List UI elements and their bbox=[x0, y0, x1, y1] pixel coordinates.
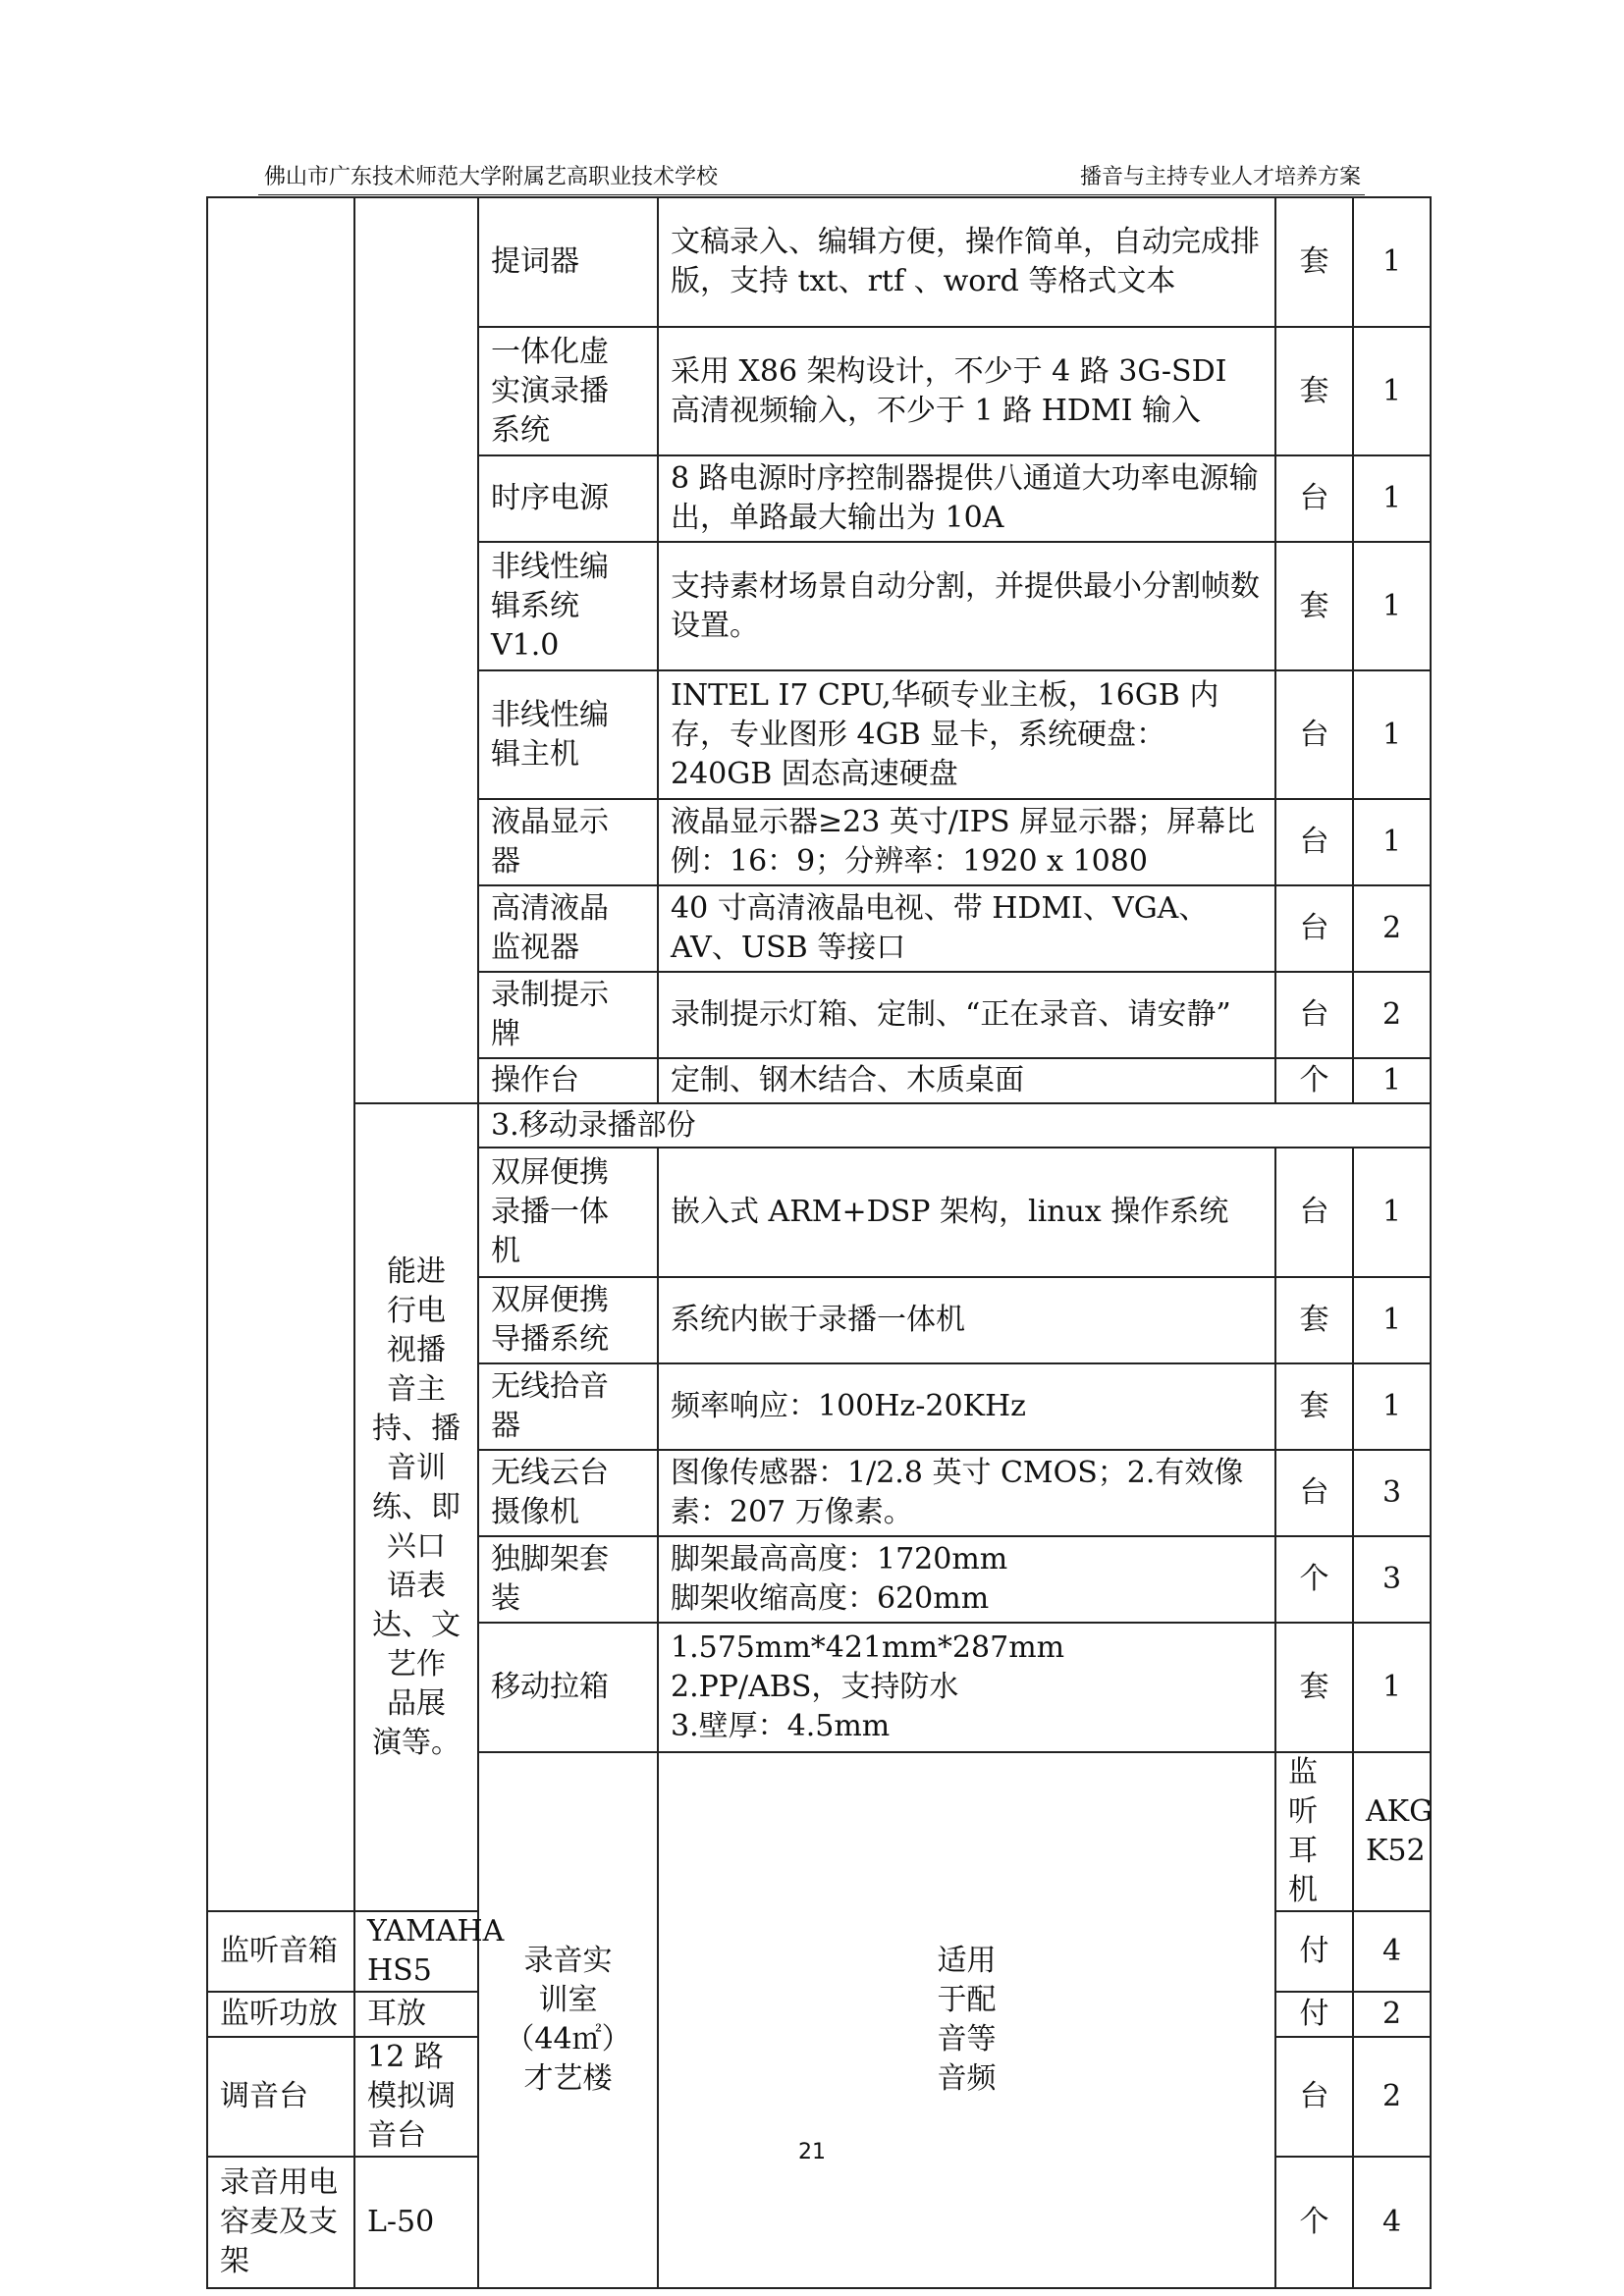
item-spec: 1.575mm*421mm*287mm 2.PP/ABS，支持防水 3.壁厚：4.5mm bbox=[658, 1623, 1275, 1752]
item-qty: 2 bbox=[1353, 1992, 1431, 2037]
item-spec: 12 路模拟调音台 bbox=[354, 2037, 478, 2157]
item-name: 录制提示 牌 bbox=[478, 972, 658, 1058]
item-unit: 台 bbox=[1275, 2037, 1353, 2157]
item-spec: YAMAHA HS5 bbox=[354, 1911, 478, 1992]
school-name: 佛山市广东技术师范大学附属艺高职业技术学校 bbox=[264, 165, 719, 189]
item-unit: 个 bbox=[1275, 1536, 1353, 1623]
item-name: 监听音箱 bbox=[207, 1911, 354, 1992]
purpose-cell-upper bbox=[354, 197, 478, 1103]
item-unit: 套 bbox=[1275, 197, 1353, 327]
item-qty: 1 bbox=[1353, 455, 1431, 542]
item-qty: 1 bbox=[1353, 197, 1431, 327]
item-name: 液晶显示 器 bbox=[478, 799, 658, 885]
item-spec: 40 寸高清液晶电视、带 HDMI、VGA、AV、USB 等接口 bbox=[658, 885, 1275, 972]
item-spec: 频率响应：100Hz-20KHz bbox=[658, 1363, 1275, 1450]
item-spec: 嵌入式 ARM+DSP 架构，linux 操作系统 bbox=[658, 1148, 1275, 1277]
room-cell-upper bbox=[207, 197, 354, 1911]
table-row bbox=[207, 1103, 1431, 1148]
item-qty: 2 bbox=[1353, 972, 1431, 1058]
item-name: 提词器 bbox=[478, 197, 658, 327]
item-unit: 套 bbox=[1275, 1623, 1353, 1752]
item-qty: 4 bbox=[1353, 1911, 1431, 1992]
item-spec: L-50 bbox=[354, 2157, 478, 2288]
item-name: 双屏便携 录播一体 机 bbox=[478, 1148, 658, 1277]
item-unit: 套 bbox=[1275, 327, 1353, 455]
item-unit: 个 bbox=[1275, 1058, 1353, 1103]
item-qty: 1 bbox=[1353, 1148, 1431, 1277]
item-name: 一体化虚 实演录播 系统 bbox=[478, 327, 658, 455]
item-name: 监听耳机 bbox=[1275, 1752, 1353, 1911]
room-cell-recording: 录音实 训室 （44㎡） 才艺楼 bbox=[478, 1752, 658, 2288]
item-unit: 台 bbox=[1275, 455, 1353, 542]
item-spec: INTEL I7 CPU,华硕专业主板，16GB 内存，专业图形 4GB 显卡，系统硬盘：240GB 固态高速硬盘 bbox=[658, 670, 1275, 799]
item-spec: 系统内嵌于录播一体机 bbox=[658, 1277, 1275, 1363]
page-header bbox=[258, 163, 1365, 195]
item-name: 高清液晶 监视器 bbox=[478, 885, 658, 972]
item-unit: 台 bbox=[1275, 972, 1353, 1058]
item-unit: 台 bbox=[1275, 1148, 1353, 1277]
item-spec: 液晶显示器≥23 英寸/IPS 屏显示器；屏幕比例：16：9；分辨率：1920 x 1080 bbox=[658, 799, 1275, 885]
item-qty: 3 bbox=[1353, 1536, 1431, 1623]
item-qty: 4 bbox=[1353, 2157, 1431, 2288]
item-qty: 1 bbox=[1353, 1277, 1431, 1363]
item-spec: 定制、钢木结合、木质桌面 bbox=[658, 1058, 1275, 1103]
page-number: 21 bbox=[798, 2140, 826, 2164]
purpose-cell-mobile: 能进 行电 视播 音主 持、播 音训 练、即 兴口 语表 达、文 艺作 品展 演等。 bbox=[354, 1103, 478, 1911]
item-unit: 台 bbox=[1275, 885, 1353, 972]
item-unit: 付 bbox=[1275, 1911, 1353, 1992]
item-unit: 套 bbox=[1275, 1363, 1353, 1450]
purpose-cell-recording: 适用 于配 音等 音频 bbox=[658, 1752, 1275, 2288]
item-name: 操作台 bbox=[478, 1058, 658, 1103]
item-spec: 录制提示灯箱、定制、“正在录音、请安静” bbox=[658, 972, 1275, 1058]
item-name: 双屏便携 导播系统 bbox=[478, 1277, 658, 1363]
item-name: 无线拾音 器 bbox=[478, 1363, 658, 1450]
item-qty: 3 bbox=[1353, 1450, 1431, 1536]
item-name: 非线性编 辑主机 bbox=[478, 670, 658, 799]
table-row bbox=[207, 197, 1431, 327]
item-unit: 台 bbox=[1275, 799, 1353, 885]
equipment-table bbox=[206, 196, 1432, 2289]
item-qty: 1 bbox=[1353, 1623, 1431, 1752]
item-unit: 个 bbox=[1275, 2157, 1353, 2288]
item-name: 录音用电 容麦及支 架 bbox=[207, 2157, 354, 2288]
item-qty: 1 bbox=[1353, 1363, 1431, 1450]
item-name: 移动拉箱 bbox=[478, 1623, 658, 1752]
item-spec: 支持素材场景自动分割，并提供最小分割帧数设置。 bbox=[658, 542, 1275, 670]
item-spec: 脚架最高高度：1720mm 脚架收缩高度：620mm bbox=[658, 1536, 1275, 1623]
item-unit: 套 bbox=[1275, 542, 1353, 670]
item-qty: 2 bbox=[1353, 2037, 1431, 2157]
item-qty: 1 bbox=[1353, 542, 1431, 670]
item-name: 监听功放 bbox=[207, 1992, 354, 2037]
document-title: 播音与主持专业人才培养方案 bbox=[1079, 165, 1361, 189]
item-qty: 1 bbox=[1353, 1058, 1431, 1103]
item-unit: 付 bbox=[1275, 1992, 1353, 2037]
item-name: 时序电源 bbox=[478, 455, 658, 542]
item-unit: 台 bbox=[1275, 1450, 1353, 1536]
item-qty: 1 bbox=[1353, 327, 1431, 455]
item-qty: 2 bbox=[1353, 885, 1431, 972]
section-heading: 3.移动录播部份 bbox=[478, 1103, 1431, 1148]
item-name: 非线性编 辑系统 V1.0 bbox=[478, 542, 658, 670]
item-name: 调音台 bbox=[207, 2037, 354, 2157]
item-name: 独脚架套 装 bbox=[478, 1536, 658, 1623]
item-qty: 1 bbox=[1353, 799, 1431, 885]
item-spec: 文稿录入、编辑方便，操作简单，自动完成排版，支持 txt、rtf 、word 等格式文本 bbox=[658, 197, 1275, 327]
item-unit: 台 bbox=[1275, 670, 1353, 799]
item-unit: 套 bbox=[1275, 1277, 1353, 1363]
item-qty: 1 bbox=[1353, 670, 1431, 799]
item-spec: 8 路电源时序控制器提供八通道大功率电源输出，单路最大输出为 10A bbox=[658, 455, 1275, 542]
item-spec: 图像传感器：1/2.8 英寸 CMOS；2.有效像素：207 万像素。 bbox=[658, 1450, 1275, 1536]
item-spec: AKG K52 bbox=[1353, 1752, 1431, 1911]
item-spec: 耳放 bbox=[354, 1992, 478, 2037]
item-spec: 采用 X86 架构设计，不少于 4 路 3G-SDI 高清视频输入，不少于 1 路 HDMI 输入 bbox=[658, 327, 1275, 455]
item-name: 无线云台 摄像机 bbox=[478, 1450, 658, 1536]
